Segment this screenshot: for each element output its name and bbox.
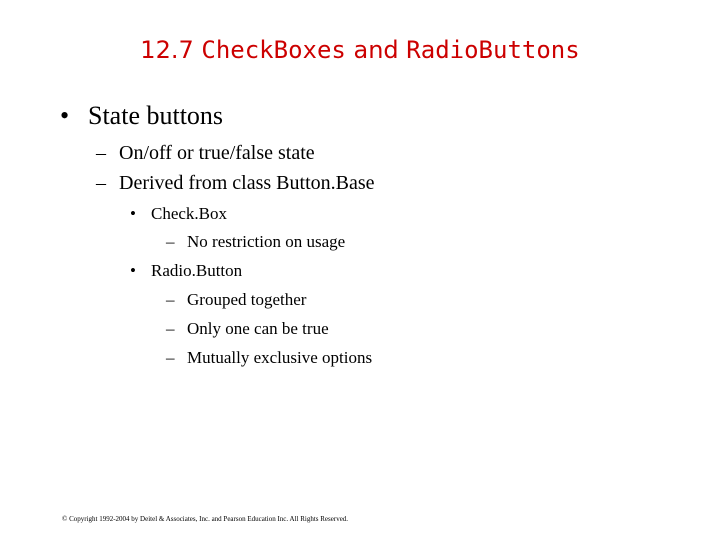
bullet-dash-icon: –: [96, 172, 106, 194]
title-code-checkboxes: CheckBoxes: [201, 36, 346, 64]
slide-title: [0, 36, 720, 64]
bullet-text: State buttons: [88, 101, 224, 130]
title-code-radiobuttons: RadioButtons: [406, 36, 580, 64]
bullet-no-restriction: [166, 232, 345, 252]
bullet-derived: [96, 172, 375, 195]
bullet-dot-icon: •: [60, 101, 70, 130]
bullet-dash-icon: –: [166, 348, 175, 367]
bullet-on-off: [96, 142, 315, 165]
bullet-mutually-exclusive: [166, 348, 372, 368]
bullet-text: On/off or true/false state: [119, 142, 315, 164]
bullet-text: No restriction on usage: [187, 232, 346, 251]
bullet-checkbox: [130, 204, 227, 224]
bullet-dash-icon: –: [166, 290, 175, 309]
bullet-text: Only one can be true: [187, 319, 329, 338]
bullet-dot-icon: •: [130, 204, 136, 223]
bullet-dash-icon: –: [166, 319, 175, 338]
bullet-radiobutton: [130, 261, 242, 281]
bullet-text: Radio.Button: [151, 261, 243, 280]
title-conjunction: and: [345, 36, 407, 64]
copyright-footer: © Copyright 1992-2004 by Deitel & Associates, Inc. and Pearson Education Inc. All Rights Reserved.: [62, 515, 349, 523]
bullet-state-buttons: [60, 101, 223, 131]
bullet-only-one: [166, 319, 329, 339]
title-number: 12.7: [140, 36, 202, 64]
bullet-text: Derived from class Button.Base: [119, 172, 375, 194]
bullet-text: Grouped together: [187, 290, 307, 309]
bullet-grouped: [166, 290, 306, 310]
bullet-dot-icon: •: [130, 261, 136, 280]
bullet-text: Check.Box: [151, 204, 228, 223]
bullet-text: Mutually exclusive options: [187, 348, 373, 367]
bullet-dash-icon: –: [96, 142, 106, 164]
bullet-dash-icon: –: [166, 232, 175, 251]
